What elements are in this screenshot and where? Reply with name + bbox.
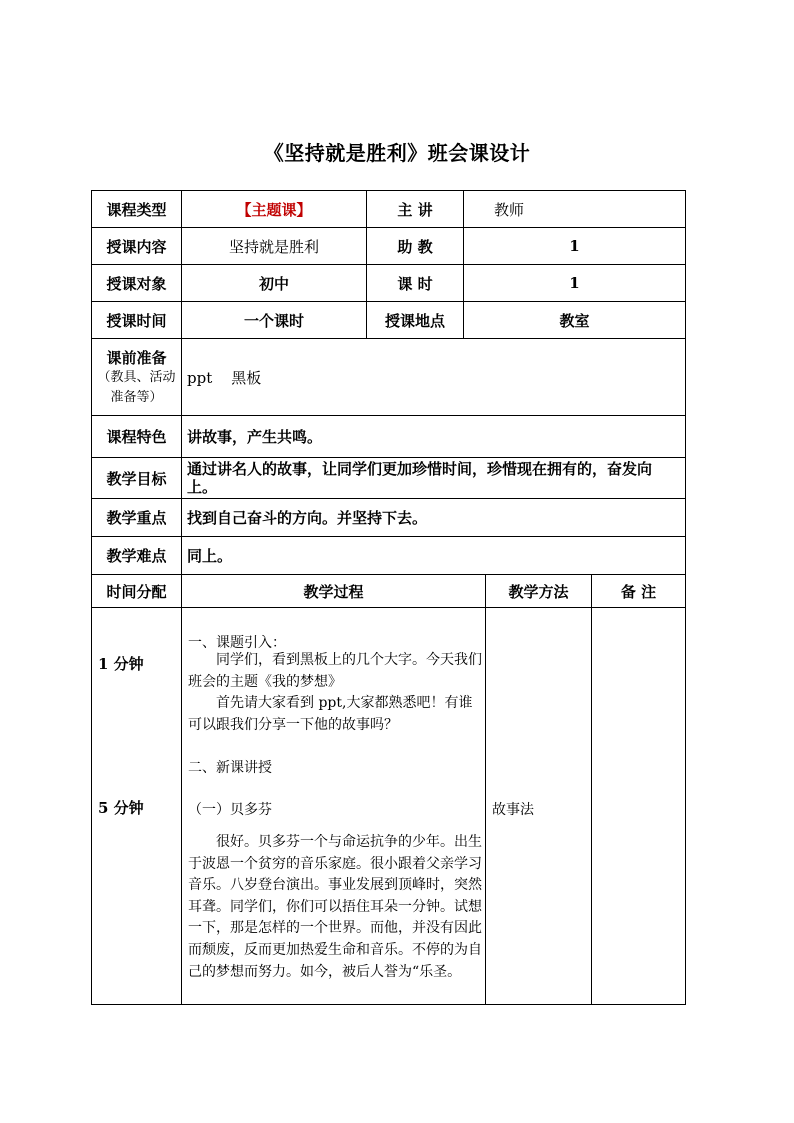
value-lecturer: 教师	[464, 191, 686, 228]
value-location: 教室	[464, 302, 686, 339]
value-feature: 讲故事，产生共鸣。	[182, 416, 686, 458]
new-lesson-title: 二、新课讲授	[188, 760, 272, 776]
time-five-minutes: 5 分钟	[98, 799, 144, 817]
label-prep-main: 课前准备	[106, 348, 167, 367]
label-feature: 课程特色	[92, 416, 182, 458]
row-process-header	[92, 575, 686, 608]
label-content: 授课内容	[92, 228, 182, 265]
cell-time-allocation	[92, 608, 182, 1005]
label-time: 授课时间	[92, 302, 182, 339]
label-periods: 课 时	[367, 265, 464, 302]
row-goal	[92, 458, 686, 499]
value-key: 找到自己奋斗的方向。并坚持下去。	[182, 499, 686, 537]
label-difficulty: 教学难点	[92, 537, 182, 575]
label-audience: 授课对象	[92, 265, 182, 302]
label-key: 教学重点	[92, 499, 182, 537]
value-periods: 1	[464, 265, 686, 302]
label-assistant: 助 教	[367, 228, 464, 265]
header-time: 时间分配	[92, 575, 182, 608]
header-process: 教学过程	[182, 575, 486, 608]
value-assistant: 1	[464, 228, 686, 265]
row-process-body	[92, 608, 686, 1005]
label-prep	[92, 339, 182, 416]
intro-title: 一、课题引入：	[188, 635, 286, 651]
value-audience: 初中	[182, 265, 367, 302]
value-difficulty: 同上。	[182, 537, 686, 575]
row-content	[92, 228, 686, 265]
row-feature	[92, 416, 686, 458]
header-note: 备 注	[592, 575, 686, 608]
beethoven-subtitle: （一）贝多芬	[188, 802, 272, 818]
method-storytelling: 故事法	[492, 802, 534, 818]
row-audience	[92, 265, 686, 302]
cell-notes	[592, 608, 686, 1005]
row-time	[92, 302, 686, 339]
lesson-plan-table	[91, 190, 686, 1005]
label-lecturer: 主 讲	[367, 191, 464, 228]
label-goal: 教学目标	[92, 458, 182, 499]
value-course-type: 【主题课】	[182, 191, 367, 228]
label-location: 授课地点	[367, 302, 464, 339]
label-prep-sub: （教具、活动准备等）	[97, 369, 176, 405]
row-key	[92, 499, 686, 537]
label-course-type: 课程类型	[92, 191, 182, 228]
cell-teaching-method	[486, 608, 592, 1005]
value-goal: 通过讲名人的故事，让同学们更加珍惜时间，珍惜现在拥有的，奋发向上。	[182, 458, 686, 499]
row-difficulty	[92, 537, 686, 575]
page-title: 《坚持就是胜利》班会课设计	[263, 141, 531, 165]
cell-teaching-process	[182, 608, 486, 1005]
value-prep: ppt 黑板	[182, 339, 686, 416]
row-prep	[92, 339, 686, 416]
header-method: 教学方法	[486, 575, 592, 608]
intro-paragraph-2: 首先请大家看到 ppt,大家都熟悉吧！有谁可以跟我们分享一下他的故事吗？	[188, 695, 473, 733]
row-course-type	[92, 191, 686, 228]
value-time: 一个课时	[182, 302, 367, 339]
value-content: 坚持就是胜利	[182, 228, 367, 265]
intro-paragraph-1: 同学们，看到黑板上的几个大字。今天我们班会的主题《我的梦想》	[188, 652, 482, 690]
time-one-minute: 1 分钟	[98, 655, 144, 673]
beethoven-story: 很好。贝多芬一个与命运抗争的少年。出生于波恩一个贫穷的音乐家庭。很小跟着父亲学习音乐。八岁登台演出。事业发展到顶峰时，突然耳聋。同学们，你们可以捂住耳朵一分钟。试想一下，那是怎样的一个世界。而他，并没有因此而颓废，反而更加热爱生命和音乐。不停的为自己的梦想而努力。如今，被后人誉为“乐圣。	[188, 834, 482, 980]
